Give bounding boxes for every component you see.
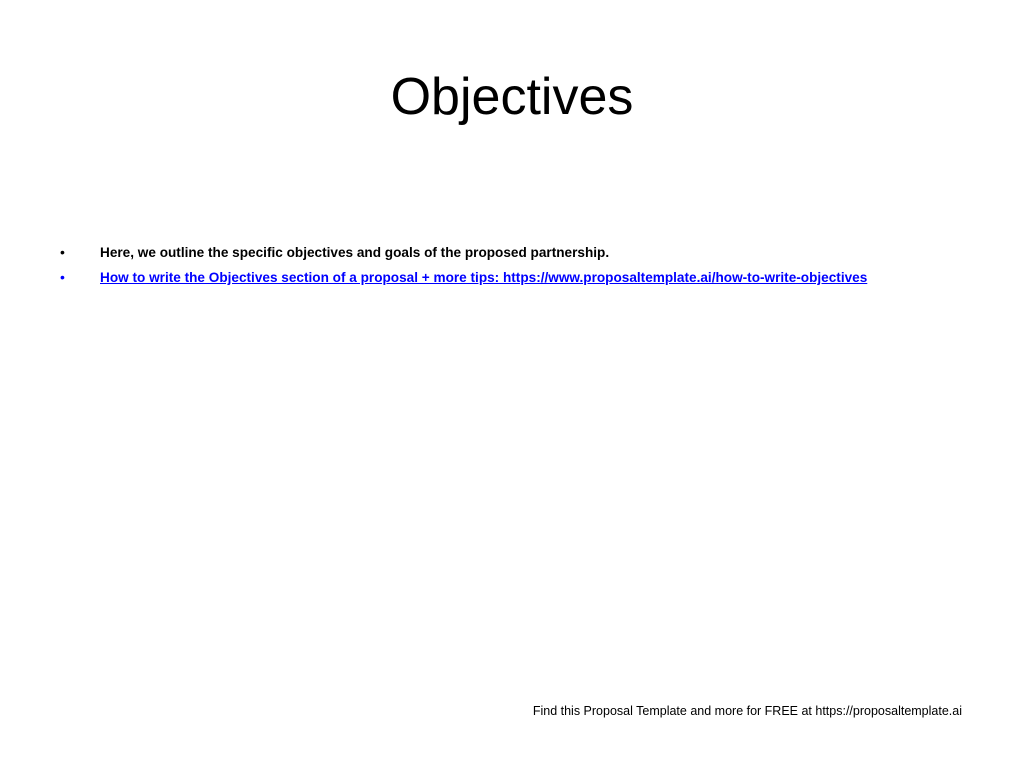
slide-title: Objectives — [390, 68, 634, 126]
footer-text: Find this Proposal Template and more for FREE at https://proposaltemplate.ai — [532, 704, 962, 718]
bullet-list — [56, 240, 996, 290]
bullet-icon: • — [60, 244, 65, 260]
bullet-item-link[interactable] — [56, 265, 996, 290]
bullet-text: Here, we outline the specific objectives and goals of the proposed partnership. — [100, 245, 610, 260]
objectives-guide-link[interactable]: How to write the Objectives section of a proposal + more tips: https://www.proposaltemplate.ai/how-to-write-objectives — [100, 270, 868, 285]
bullet-item-description — [56, 240, 996, 265]
bullet-icon: • — [60, 269, 65, 285]
